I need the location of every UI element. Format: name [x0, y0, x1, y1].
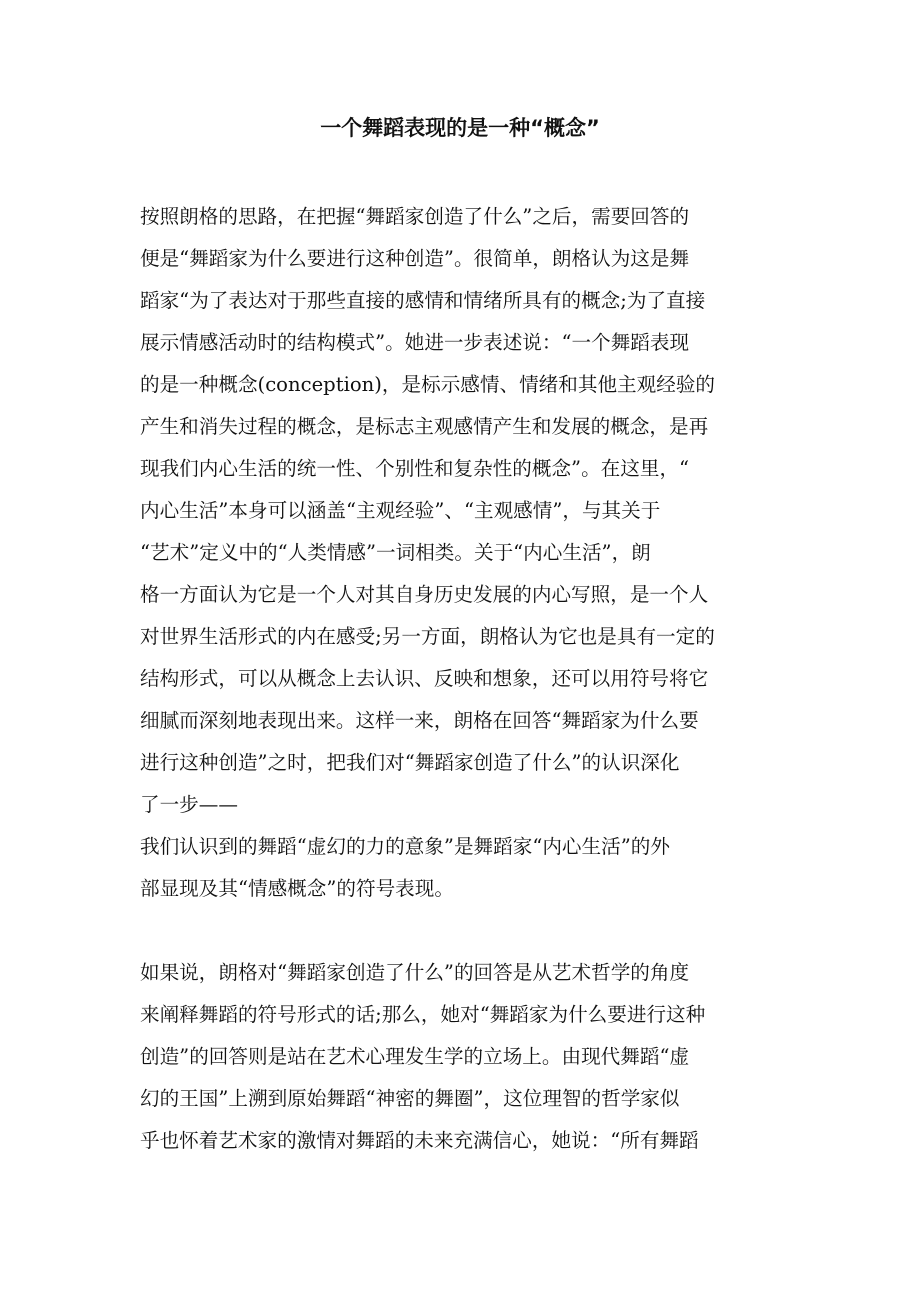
paragraph — [140, 196, 780, 826]
text-line: 乎也怀着艺术家的激情对舞蹈的未来充满信心，她说：“所有舞蹈 — [140, 1129, 699, 1152]
text-line: 幻的王国”上溯到原始舞蹈“神密的舞圈”，这位理智的哲学家似 — [140, 1087, 680, 1110]
text-line: 格一方面认为它是一个人对其自身历史发展的内心写照，是一个人 — [140, 583, 709, 606]
paragraph — [140, 826, 780, 910]
text-line: 部显现及其“情感概念”的符号表现。 — [140, 877, 454, 900]
text-line: 细腻而深刻地表现出来。这样一来，朗格在回答“舞蹈家为什么要 — [140, 709, 699, 732]
text-line: 按照朗格的思路，在把握“舞蹈家创造了什么”之后，需要回答的 — [140, 205, 690, 228]
text-line: 我们认识到的舞蹈“虚幻的力的意象”是舞蹈家“内心生活”的外 — [140, 835, 670, 858]
text-line: 产生和消失过程的概念，是标志主观感情产生和发展的概念，是再 — [140, 415, 709, 438]
text-line: 创造”的回答则是站在艺术心理发生学的立场上。由现代舞蹈“虚 — [140, 1045, 690, 1068]
text-line: “艺术”定义中的“人类情感”一词相类。关于“内心生活”，朗 — [140, 541, 651, 564]
page-title: 一个舞蹈表现的是一种“概念” — [320, 116, 600, 140]
text-line: 的是一种概念(conception)，是标示感情、情绪和其他主观经验的 — [140, 373, 716, 396]
text-line: 内心生活”本身可以涵盖“主观经验”、“主观感情”，与其关于 — [140, 499, 661, 522]
text-line: 对世界生活形式的内在感受;另一方面，朗格认为它也是具有一定的 — [140, 625, 715, 648]
text-line: 结构形式，可以从概念上去认识、反映和想象，还可以用符号将它 — [140, 667, 709, 690]
text-line: 了一步—— — [140, 793, 238, 816]
text-line: 进行这种创造”之时，把我们对“舞蹈家创造了什么”的认识深化 — [140, 751, 680, 774]
paragraph — [140, 952, 780, 1162]
text-line: 如果说，朗格对“舞蹈家创造了什么”的回答是从艺术哲学的角度 — [140, 961, 690, 984]
text-line: 展示情感活动时的结构模式”。她进一步表述说：“一个舞蹈表现 — [140, 331, 690, 354]
text-line: 现我们内心生活的统一性、个别性和复杂性的概念”。在这里，“ — [140, 457, 690, 480]
text-line: 便是“舞蹈家为什么要进行这种创造”。很简单，朗格认为这是舞 — [140, 247, 690, 270]
text-line: 蹈家“为了表达对于那些直接的感情和情绪所具有的概念;为了直接 — [140, 289, 706, 312]
text-line: 来阐释舞蹈的符号形式的话;那么，她对“舞蹈家为什么要进行这种 — [140, 1003, 706, 1026]
